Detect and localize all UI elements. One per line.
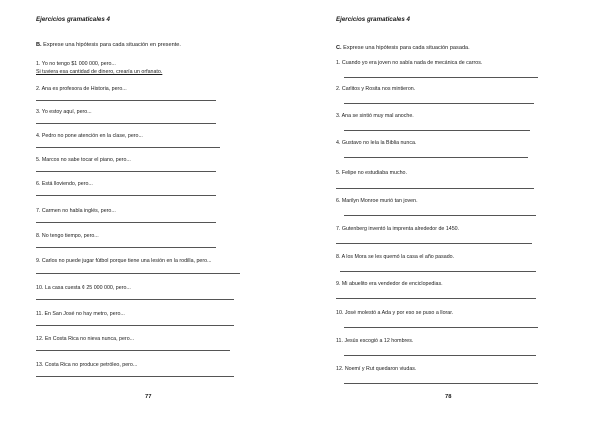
answer-line [36, 350, 230, 351]
left-item-2: 2. Ana es profesora de Historia, pero... [36, 86, 127, 92]
answer-line [344, 157, 528, 158]
answer-line [336, 298, 536, 299]
left-instruction-text: Exprese una hipótesis para cada situación en presente. [43, 42, 181, 48]
right-item-5: 5. Felipe no estudiaba mucho. [336, 170, 407, 176]
right-page-number: 78 [445, 394, 452, 400]
right-instruction [336, 45, 470, 51]
right-page [300, 0, 600, 424]
right-instruction-text: Exprese una hipótesis para cada situación pasada. [343, 45, 470, 51]
answer-line [344, 327, 538, 328]
answer-line [336, 188, 534, 189]
right-item-2: 2. Carlitos y Rosita nos mintieron. [336, 86, 416, 92]
left-item-1: 1. Yo no tengo $1 000 000, pero... [36, 61, 116, 67]
answer-line [36, 325, 234, 326]
answer-line [36, 376, 234, 377]
answer-line [36, 247, 216, 248]
left-item-7: 7. Carmen no habla inglés, pero... [36, 208, 116, 214]
right-item-10: 10. José molestó a Ada y por eso se puso a llorar. [336, 310, 454, 316]
left-example-answer: Si tuviera esa cantidad de dinero, crearía un orfanato. [36, 69, 163, 75]
left-instruction [36, 42, 181, 48]
left-item-6: 6. Está lloviendo, pero... [36, 181, 93, 187]
answer-line [344, 383, 538, 384]
left-item-3: 3. Yo estoy aquí, pero... [36, 109, 92, 115]
left-item-10: 10. La casa cuesta ¢ 25 000 000, pero... [36, 285, 131, 291]
left-instruction-letter: B. [36, 42, 42, 48]
answer-line [36, 222, 216, 223]
answer-line [344, 355, 536, 356]
answer-line [36, 171, 216, 172]
right-item-9: 9. Mi abuelito era vendedor de enciclopedias. [336, 281, 443, 287]
answer-line [36, 299, 234, 300]
left-item-8: 8. No tengo tiempo, pero... [36, 233, 99, 239]
right-item-11: 11. Jesús escogió a 12 hombres. [336, 338, 414, 344]
left-item-13: 13. Costa Rica no produce petróleo, pero... [36, 362, 138, 368]
right-item-6: 6. Marilyn Monroe murió tan joven. [336, 198, 418, 204]
right-item-12: 12. Noemí y Rut quedaron viudas. [336, 366, 417, 372]
answer-line [36, 100, 216, 101]
left-item-4: 4. Pedro no pone atención en la clase, pero... [36, 133, 143, 139]
left-header: Ejercicios gramaticales 4 [36, 16, 110, 23]
left-item-12: 12. En Costa Rica no nieva nunca, pero... [36, 336, 135, 342]
right-item-8: 8. A los Mora se les quemó la casa el año pasado. [336, 254, 455, 260]
right-item-1: 1. Cuando yo era joven no sabía nada de mecánica de carros. [336, 60, 483, 66]
left-item-5: 5. Marcos no sabe tocar el piano, pero... [36, 157, 131, 163]
answer-line [36, 195, 216, 196]
answer-line [344, 130, 530, 131]
right-instruction-letter: C. [336, 45, 342, 51]
left-page-number: 77 [145, 394, 152, 400]
answer-line [344, 215, 536, 216]
answer-line [36, 123, 216, 124]
right-item-4: 4. Gustavo no leía la Biblia nunca. [336, 140, 417, 146]
answer-line [36, 273, 240, 274]
answer-line [340, 271, 536, 272]
answer-line [36, 147, 220, 148]
left-item-9: 9. Carlos no puede jugar fútbol porque tiene una lesión en la rodilla, pero... [36, 258, 212, 264]
left-item-11: 11. En San José no hay metro, pero... [36, 311, 125, 317]
answer-line [336, 243, 532, 244]
right-item-7: 7. Gutenberg inventó la imprenta alrededor de 1450. [336, 226, 460, 232]
right-item-3: 3. Ana se sintió muy mal anoche. [336, 113, 414, 119]
answer-line [344, 103, 534, 104]
right-header: Ejercicios gramaticales 4 [336, 16, 410, 23]
answer-line [344, 77, 538, 78]
